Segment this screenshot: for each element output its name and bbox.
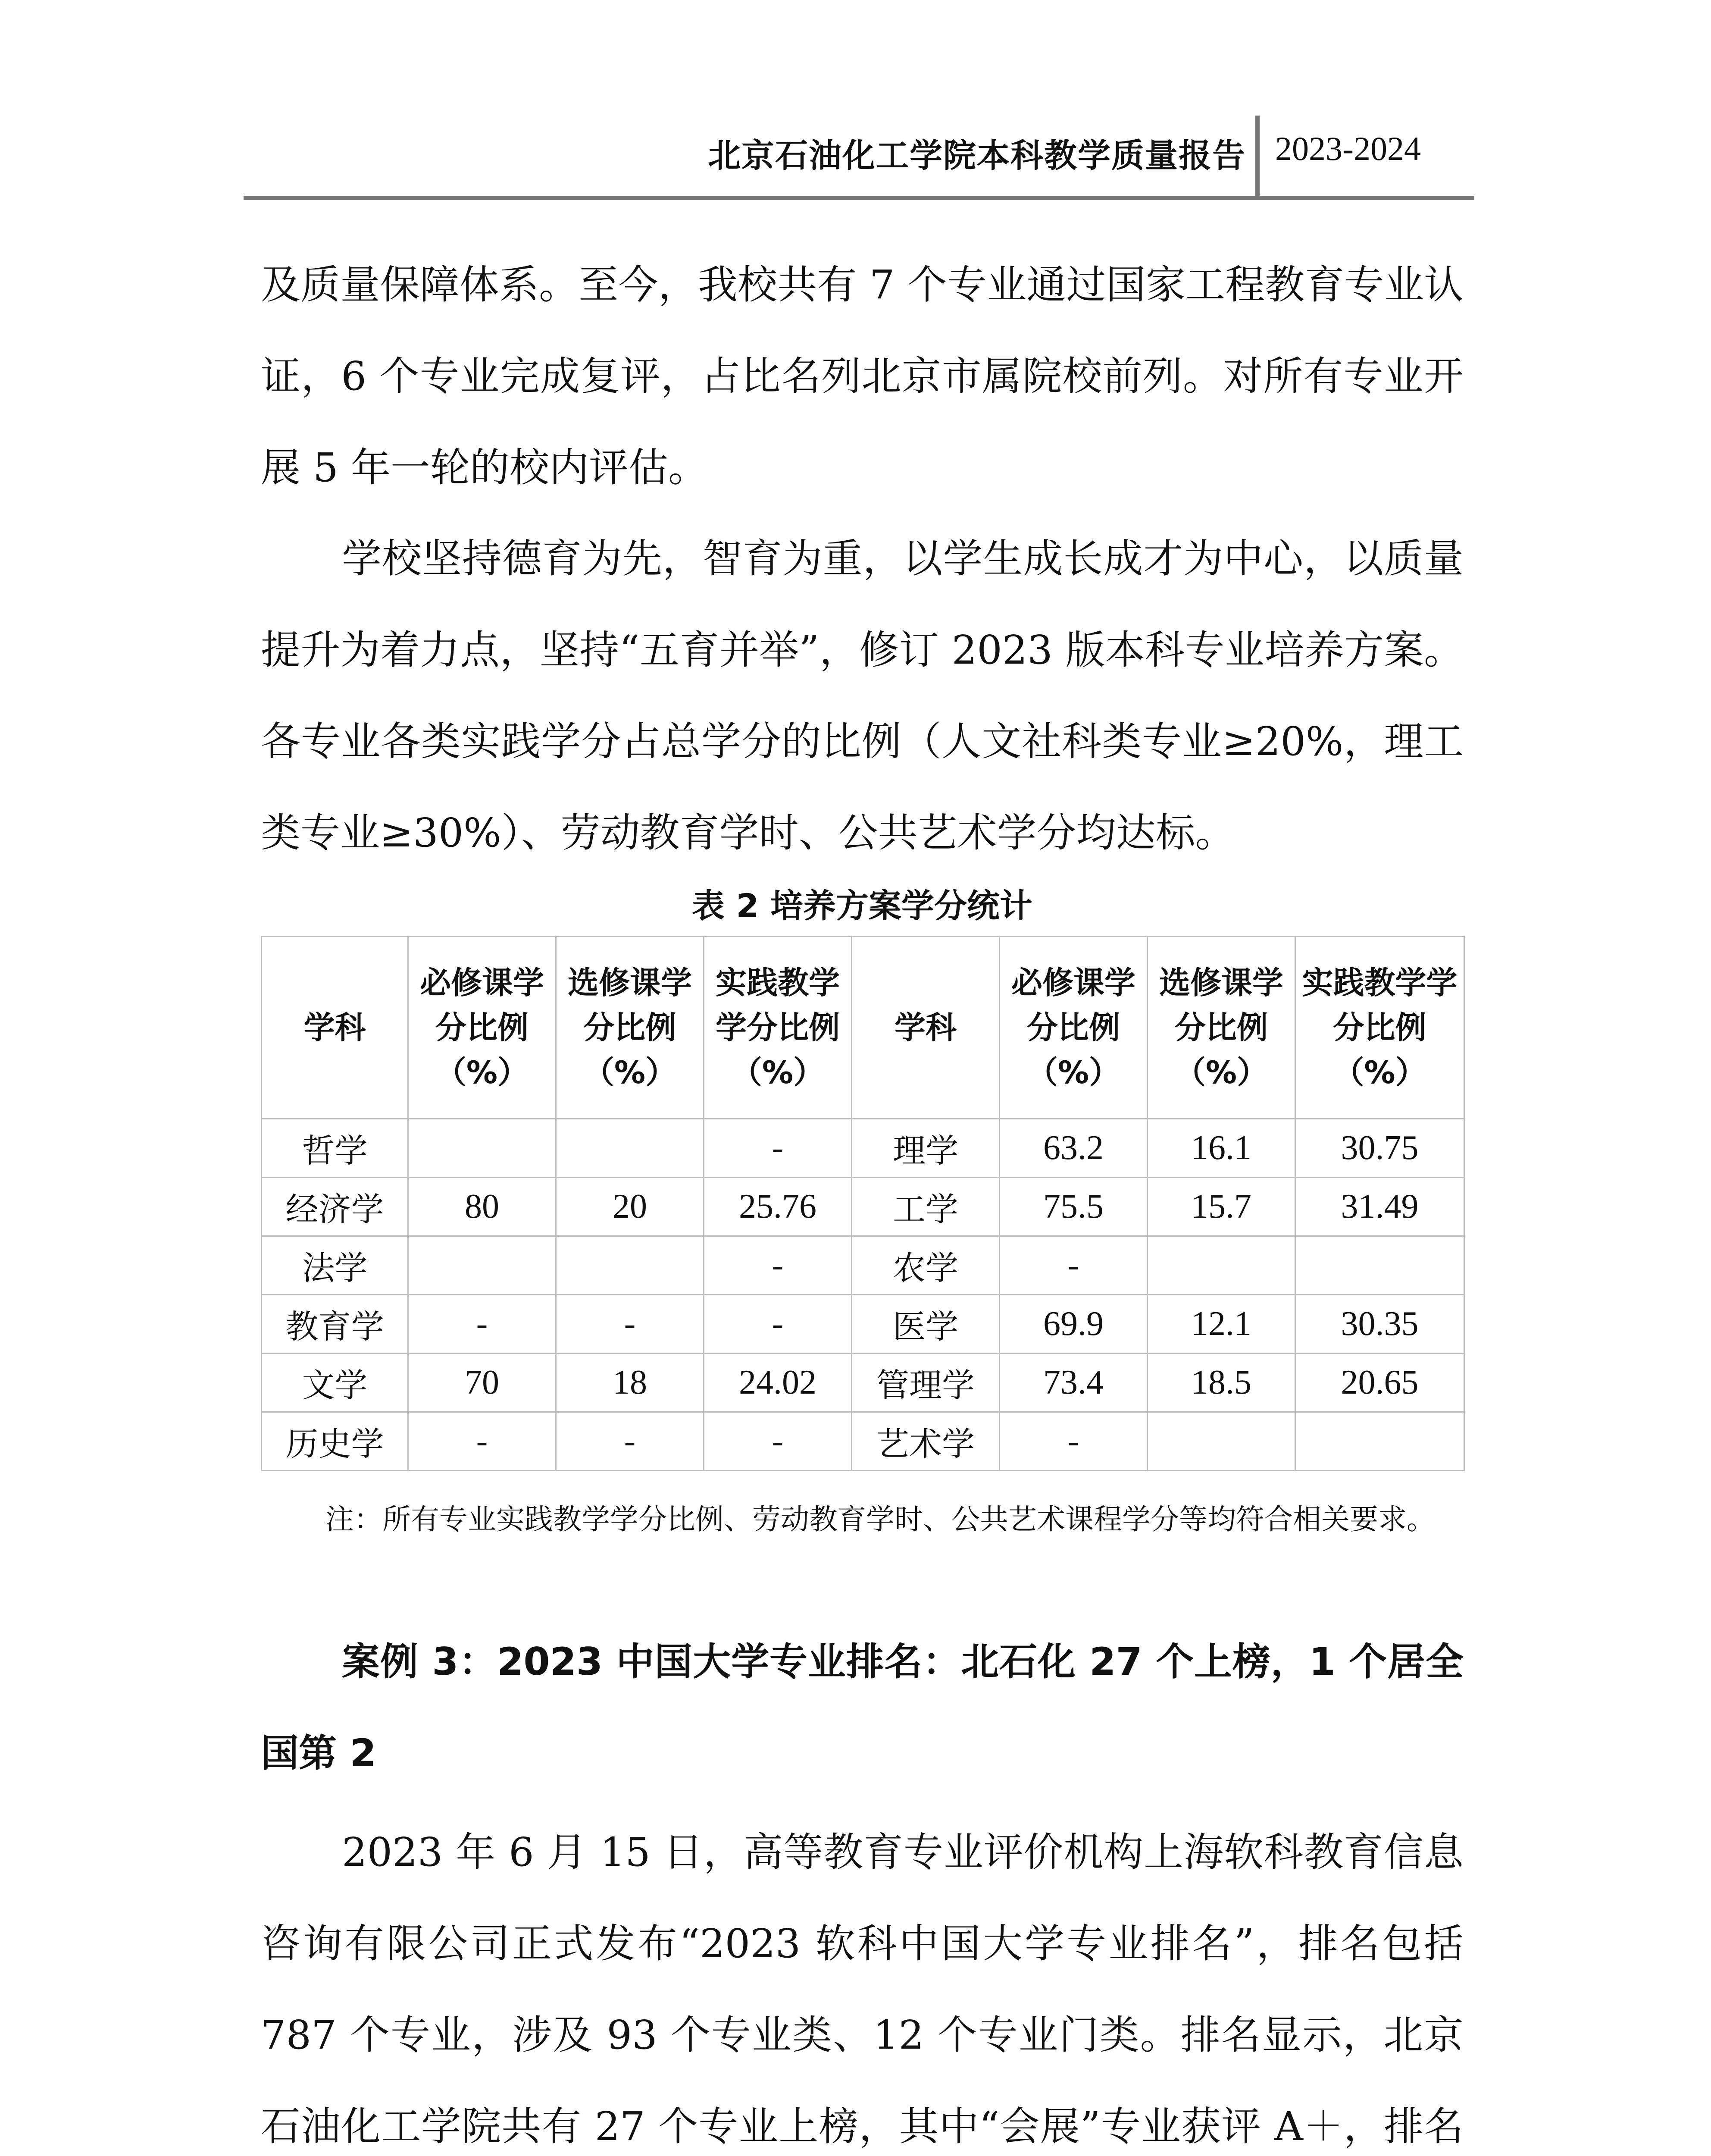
header-elective-ratio: 选修课学分比例（%） — [556, 937, 704, 1119]
cell-subject: 历史学 — [262, 1412, 408, 1471]
cell-elective: 12.1 — [1148, 1295, 1295, 1354]
cell-elective: - — [556, 1295, 704, 1354]
header-elective-ratio: 选修课学分比例（%） — [1148, 937, 1295, 1119]
table-note: 注：所有专业实践教学学分比例、劳动教育学时、公共艺术课程学分等均符合相关要求。 — [325, 1503, 1435, 1536]
cell-practice — [1295, 1236, 1464, 1295]
table-row — [262, 1119, 1464, 1178]
cell-practice — [1295, 1412, 1464, 1471]
table-row — [262, 1295, 1464, 1354]
table-row — [262, 1354, 1464, 1412]
cell-elective — [1148, 1236, 1295, 1295]
cell-practice: - — [704, 1119, 852, 1178]
cell-subject: 哲学 — [262, 1119, 408, 1178]
cell-practice: 30.75 — [1295, 1119, 1464, 1178]
cell-elective: 16.1 — [1148, 1119, 1295, 1178]
cell-subject: 经济学 — [262, 1178, 408, 1236]
cell-subject: 理学 — [852, 1119, 1000, 1178]
cell-required: 80 — [408, 1178, 556, 1236]
cell-elective: 20 — [556, 1178, 704, 1236]
cell-required: 75.5 — [1000, 1178, 1148, 1236]
header-title: 北京石油化工学院本科教学质量报告 — [708, 136, 1246, 175]
cell-elective — [556, 1119, 704, 1178]
table-header-row — [262, 937, 1464, 1119]
cell-subject: 农学 — [852, 1236, 1000, 1295]
credit-statistics-table — [261, 936, 1465, 1471]
cell-practice: - — [704, 1412, 852, 1471]
cell-required: 73.4 — [1000, 1354, 1148, 1412]
cell-practice: 30.35 — [1295, 1295, 1464, 1354]
cell-practice: - — [704, 1236, 852, 1295]
cell-elective: 15.7 — [1148, 1178, 1295, 1236]
header-subject: 学科 — [852, 937, 1000, 1119]
cell-required: - — [408, 1412, 556, 1471]
header-practice-ratio: 实践教学学分比例（%） — [704, 937, 852, 1119]
cell-subject: 艺术学 — [852, 1412, 1000, 1471]
cell-required: - — [1000, 1236, 1148, 1295]
header-rule — [244, 196, 1474, 200]
paragraph-certification: 及质量保障体系。至今，我校共有 7 个专业通过国家工程教育专业认证，6 个专业完成复评，占比名列北京市属院校前列。对所有专业开展 5 年一轮的校内评估。 — [261, 262, 1464, 491]
paragraph-training-plan: 学校坚持德育为先，智育为重，以学生成长成才为中心，以质量提升为着力点，坚持“五育并举”，修订 2023 版本科专业培养方案。各专业各类实践学分占总学分的比例（人文社科类专业≥20%，理工类专业≥30%）、劳动教育学时、公共艺术学分均达标。 — [261, 536, 1464, 856]
cell-subject: 工学 — [852, 1178, 1000, 1236]
header-practice-ratio: 实践教学学分比例（%） — [1295, 937, 1464, 1119]
header-year: 2023-2024 — [1275, 130, 1421, 167]
cell-practice: - — [704, 1295, 852, 1354]
case-heading: 案例 3：2023 中国大学专业排名：北石化 27 个上榜，1 个居全国第 2 — [261, 1639, 1464, 1775]
cell-required: 63.2 — [1000, 1119, 1148, 1178]
cell-practice: 31.49 — [1295, 1178, 1464, 1236]
table-row — [262, 1178, 1464, 1236]
cell-elective: - — [556, 1412, 704, 1471]
header-subject: 学科 — [262, 937, 408, 1119]
cell-required — [408, 1236, 556, 1295]
cell-practice: 24.02 — [704, 1354, 852, 1412]
table-row — [262, 1412, 1464, 1471]
cell-required: - — [1000, 1412, 1148, 1471]
cell-practice: 25.76 — [704, 1178, 852, 1236]
header-required-ratio: 必修课学分比例（%） — [1000, 937, 1148, 1119]
header-required-ratio: 必修课学分比例（%） — [408, 937, 556, 1119]
cell-required: 69.9 — [1000, 1295, 1148, 1354]
cell-required: 70 — [408, 1354, 556, 1412]
table-row — [262, 1236, 1464, 1295]
paragraph-ranking: 2023 年 6 月 15 日，高等教育专业评价机构上海软科教育信息咨询有限公司正式发布“2023 软科中国大学专业排名”，排名包括 787 个专业，涉及 93 个专业类、12 个专业门类。排名显示，北京石油化工学院共有 27 个专业上榜，其中“会展”专业获评 A＋，排名 — [261, 1829, 1464, 2150]
cell-subject: 医学 — [852, 1295, 1000, 1354]
cell-subject: 管理学 — [852, 1354, 1000, 1412]
cell-subject: 文学 — [262, 1354, 408, 1412]
table-caption: 表 2 培养方案学分统计 — [692, 887, 1032, 925]
header-divider — [1255, 116, 1260, 197]
cell-subject: 教育学 — [262, 1295, 408, 1354]
cell-elective: 18.5 — [1148, 1354, 1295, 1412]
cell-elective — [556, 1236, 704, 1295]
cell-practice: 20.65 — [1295, 1354, 1464, 1412]
cell-required: - — [408, 1295, 556, 1354]
cell-subject: 法学 — [262, 1236, 408, 1295]
cell-elective — [1148, 1412, 1295, 1471]
cell-required — [408, 1119, 556, 1178]
cell-elective: 18 — [556, 1354, 704, 1412]
